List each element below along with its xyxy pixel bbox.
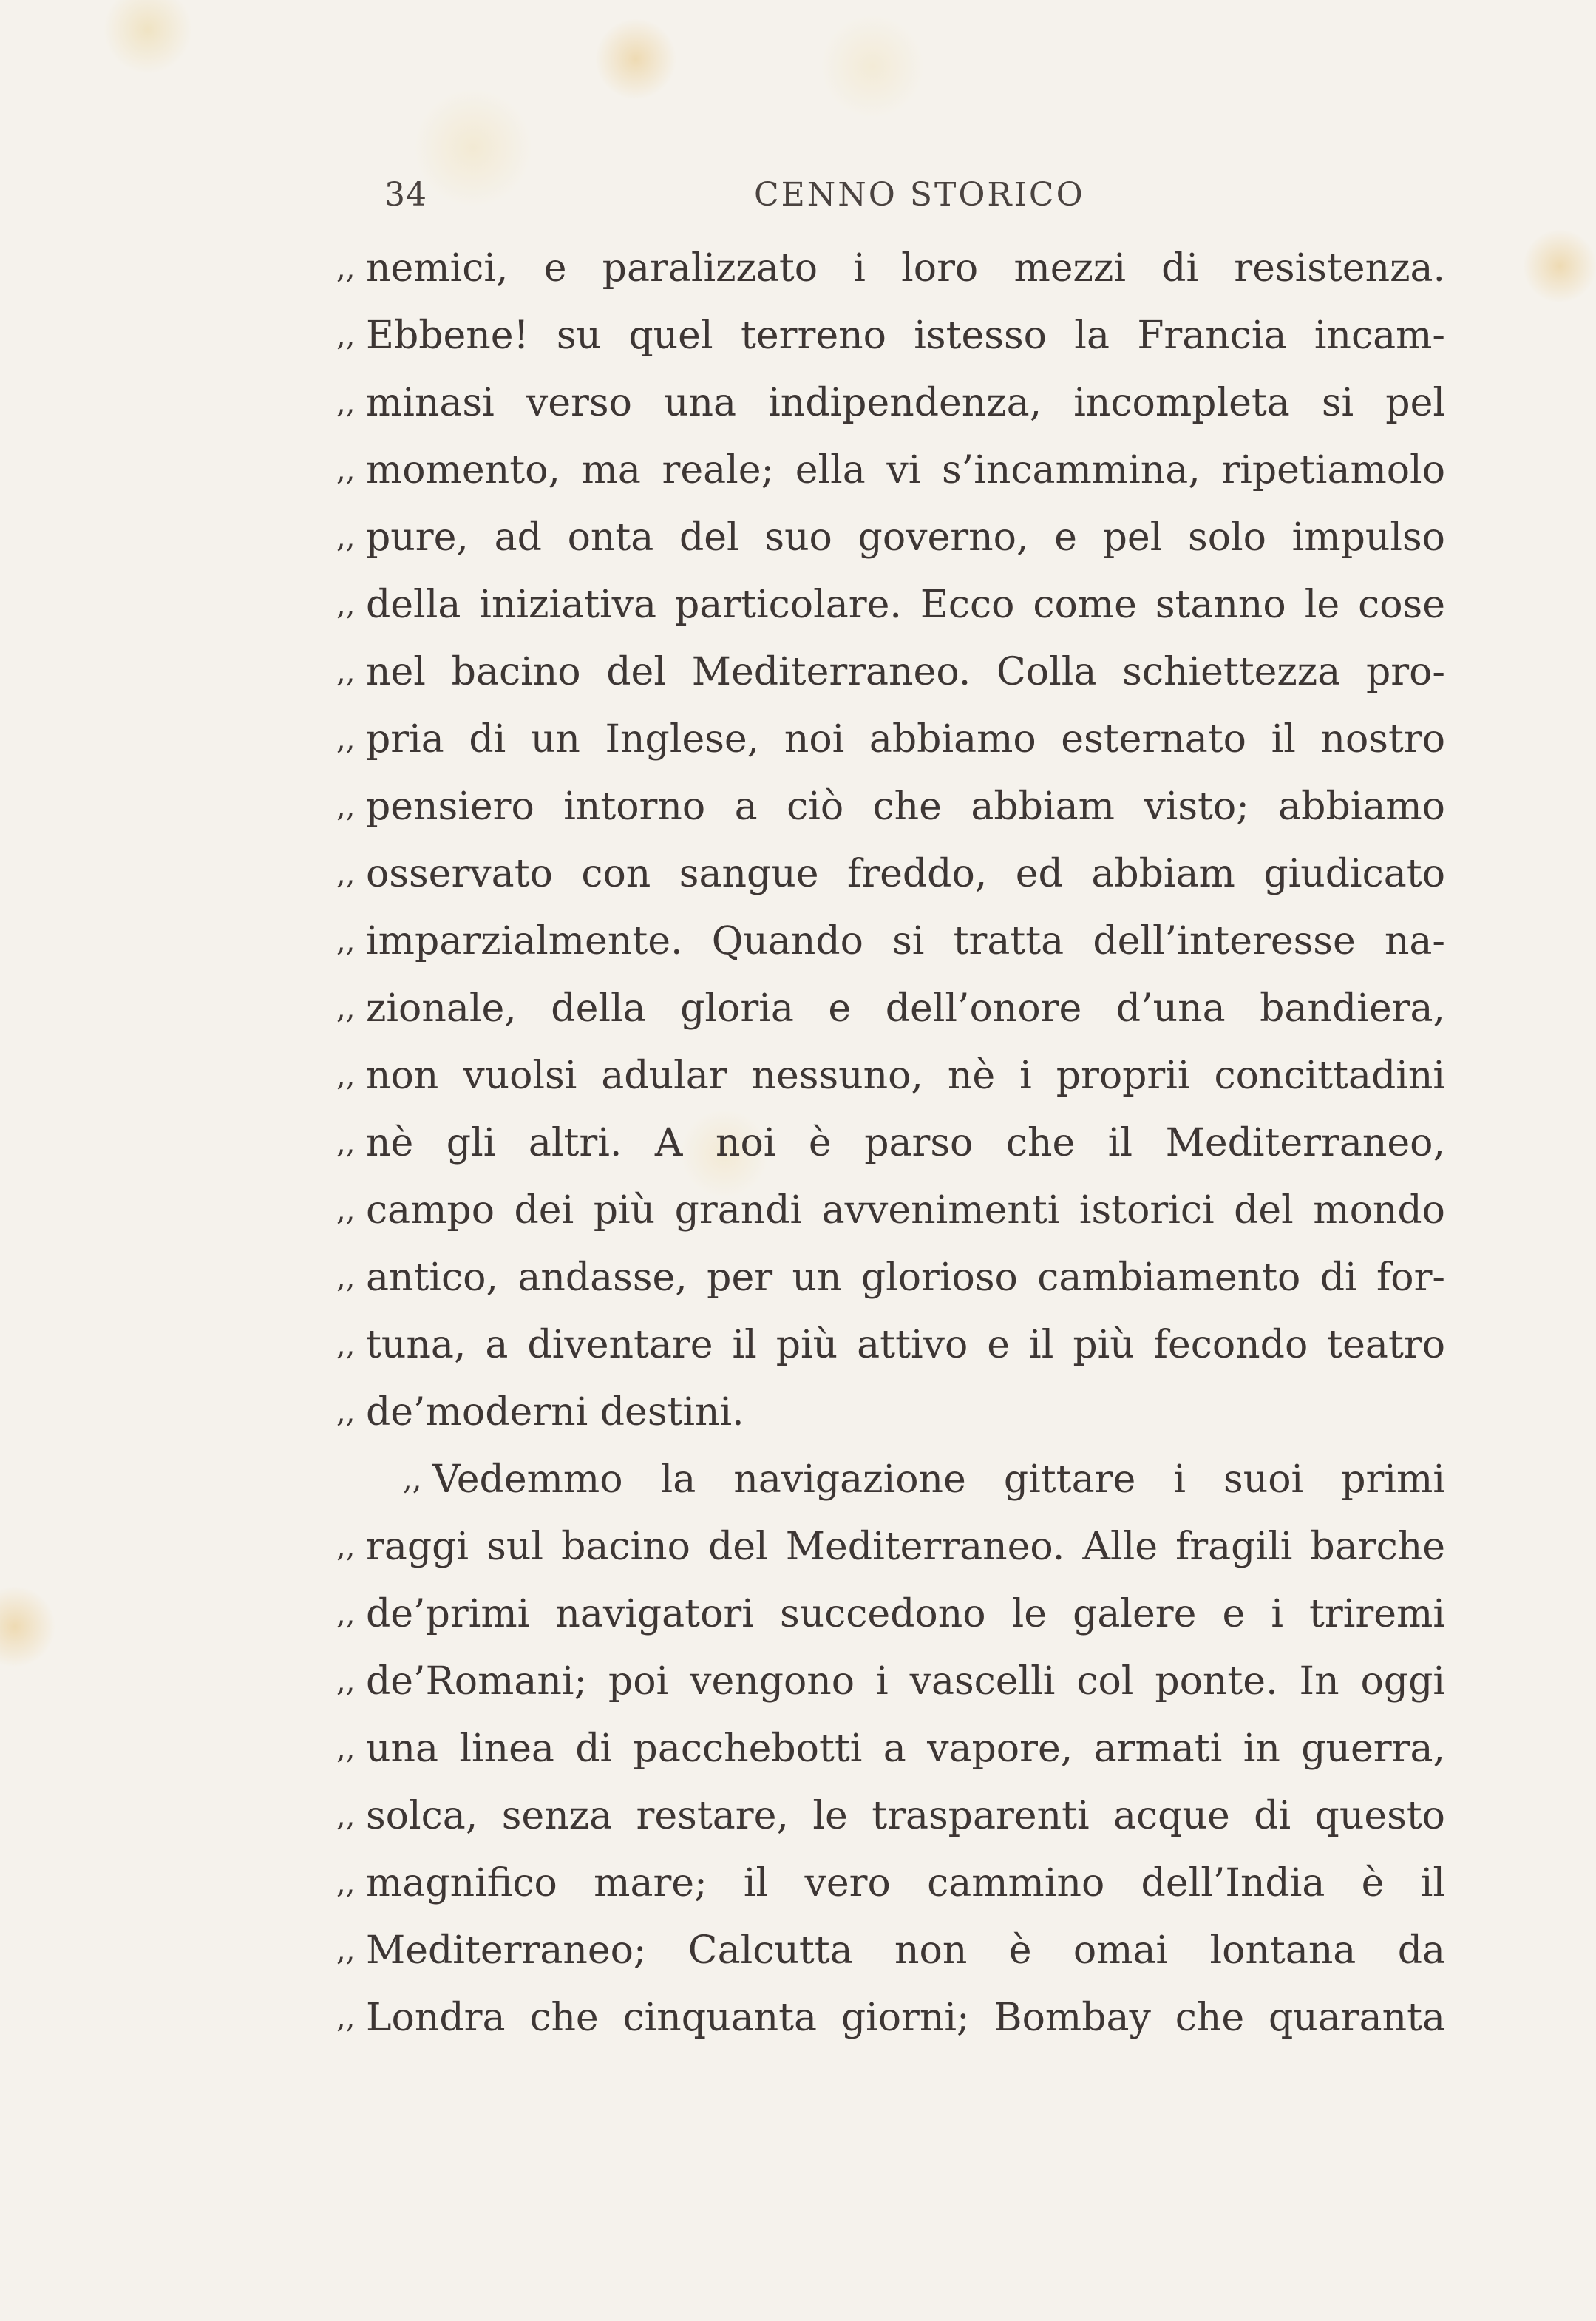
quotation-mark: ,, <box>336 251 356 285</box>
quotation-mark: ,, <box>336 1059 356 1093</box>
quotation-mark: ,, <box>336 1664 356 1698</box>
text-line <box>336 1177 1445 1244</box>
line-text: della iniziativa particolare. Ecco come stanno le cose <box>366 583 1445 627</box>
line-text: de’moderni destini. <box>366 1390 744 1434</box>
text-line <box>336 1514 1445 1581</box>
quotation-mark: ,, <box>336 790 356 824</box>
quotation-mark: ,, <box>336 1597 356 1631</box>
text-line <box>336 1312 1445 1379</box>
line-text: pria di un Inglese, noi abbiamo esternato il nostro <box>366 717 1445 762</box>
text-line <box>336 572 1445 639</box>
body-text <box>336 235 1445 2052</box>
quotation-mark: ,, <box>336 2001 356 2035</box>
text-line <box>336 773 1445 841</box>
line-text: de’Romani; poi vengono i vascelli col ponte. In oggi <box>366 1659 1445 1704</box>
line-text: momento, ma reale; ella vi s’incammina, ripetiamolo <box>366 448 1445 492</box>
quotation-mark: ,, <box>336 1126 356 1160</box>
quotation-mark: ,, <box>336 1261 356 1295</box>
line-text: nè gli altri. A noi è parso che il Mediterraneo, <box>366 1121 1445 1165</box>
page-header <box>0 176 1596 220</box>
line-text: magnifico mare; il vero cammino dell’India è il <box>366 1861 1445 1905</box>
line-text: tuna, a diventare il più attivo e il più fecondo teatro <box>366 1323 1445 1367</box>
line-text: pure, ad onta del suo governo, e pel solo impulso <box>366 515 1445 560</box>
quotation-mark: ,, <box>336 992 356 1026</box>
text-line <box>336 1985 1445 2052</box>
quotation-mark: ,, <box>336 386 356 420</box>
line-text: antico, andasse, per un glorioso cambiamento di for- <box>366 1256 1445 1300</box>
line-text: Londra che cinquanta giorni; Bombay che quaranta <box>366 1996 1445 2040</box>
line-text: una linea di pacchebotti a vapore, armati in guerra, <box>366 1727 1445 1771</box>
line-text: minasi verso una indipendenza, incompleta si pel <box>366 381 1445 425</box>
quotation-mark: ,, <box>336 1395 356 1429</box>
quotation-mark: ,, <box>336 1934 356 1968</box>
quotation-mark: ,, <box>336 655 356 689</box>
text-line <box>336 1043 1445 1110</box>
running-head: CENNO STORICO <box>754 176 1085 214</box>
text-line <box>336 908 1445 975</box>
line-text: Ebbene! su quel terreno istesso la Francia incam- <box>366 314 1445 358</box>
text-line <box>336 1446 1445 1514</box>
text-line <box>336 706 1445 773</box>
text-line <box>336 302 1445 370</box>
line-text: non vuolsi adular nessuno, nè i proprii concittadini <box>366 1054 1445 1098</box>
line-text: pensiero intorno a ciò che abbiam visto; abbiamo <box>366 785 1445 829</box>
text-line <box>336 1379 1445 1446</box>
quotation-mark: ,, <box>336 722 356 756</box>
text-line <box>336 841 1445 908</box>
line-text: de’primi navigatori succedono le galere e i triremi <box>366 1592 1445 1636</box>
line-text: zionale, della gloria e dell’onore d’una bandiera, <box>366 986 1445 1031</box>
page-number: 34 <box>384 176 427 214</box>
text-line <box>336 975 1445 1043</box>
line-text: nemici, e paralizzato i loro mezzi di resistenza. <box>366 246 1445 291</box>
quotation-mark: ,, <box>336 1193 356 1227</box>
text-line <box>336 1715 1445 1783</box>
text-line <box>336 1917 1445 1985</box>
text-line <box>336 1244 1445 1312</box>
line-text: raggi sul bacino del Mediterraneo. Alle fragili barche <box>366 1525 1445 1569</box>
quotation-mark: ,, <box>336 453 356 487</box>
quotation-mark: ,, <box>336 1328 356 1362</box>
line-text: Vedemmo la navigazione gittare i suoi primi <box>432 1457 1445 1502</box>
quotation-mark: ,, <box>336 521 356 555</box>
line-text: osservato con sangue freddo, ed abbiam giudicato <box>366 852 1445 896</box>
quotation-mark: ,, <box>336 588 356 622</box>
quotation-mark: ,, <box>336 1799 356 1833</box>
line-text: imparzialmente. Quando si tratta dell’interesse na- <box>366 919 1445 963</box>
quotation-mark: ,, <box>336 857 356 891</box>
text-line <box>336 1581 1445 1648</box>
quotation-mark: ,, <box>336 924 356 958</box>
text-line <box>336 235 1445 302</box>
line-text: campo dei più grandi avvenimenti istorici del mondo <box>366 1188 1445 1233</box>
quotation-mark: ,, <box>336 319 356 353</box>
quotation-mark: ,, <box>403 1463 422 1497</box>
text-line <box>336 639 1445 706</box>
quotation-mark: ,, <box>336 1866 356 1900</box>
text-line <box>336 1850 1445 1917</box>
text-line <box>336 504 1445 572</box>
text-line <box>336 437 1445 504</box>
text-line <box>336 1110 1445 1177</box>
line-text: nel bacino del Mediterraneo. Colla schiettezza pro- <box>366 650 1445 694</box>
text-line <box>336 1648 1445 1715</box>
line-text: solca, senza restare, le trasparenti acque di questo <box>366 1794 1445 1838</box>
text-line <box>336 1783 1445 1850</box>
quotation-mark: ,, <box>336 1530 356 1564</box>
line-text: Mediterraneo; Calcutta non è omai lontana da <box>366 1928 1445 1973</box>
text-line <box>336 370 1445 437</box>
quotation-mark: ,, <box>336 1732 356 1766</box>
